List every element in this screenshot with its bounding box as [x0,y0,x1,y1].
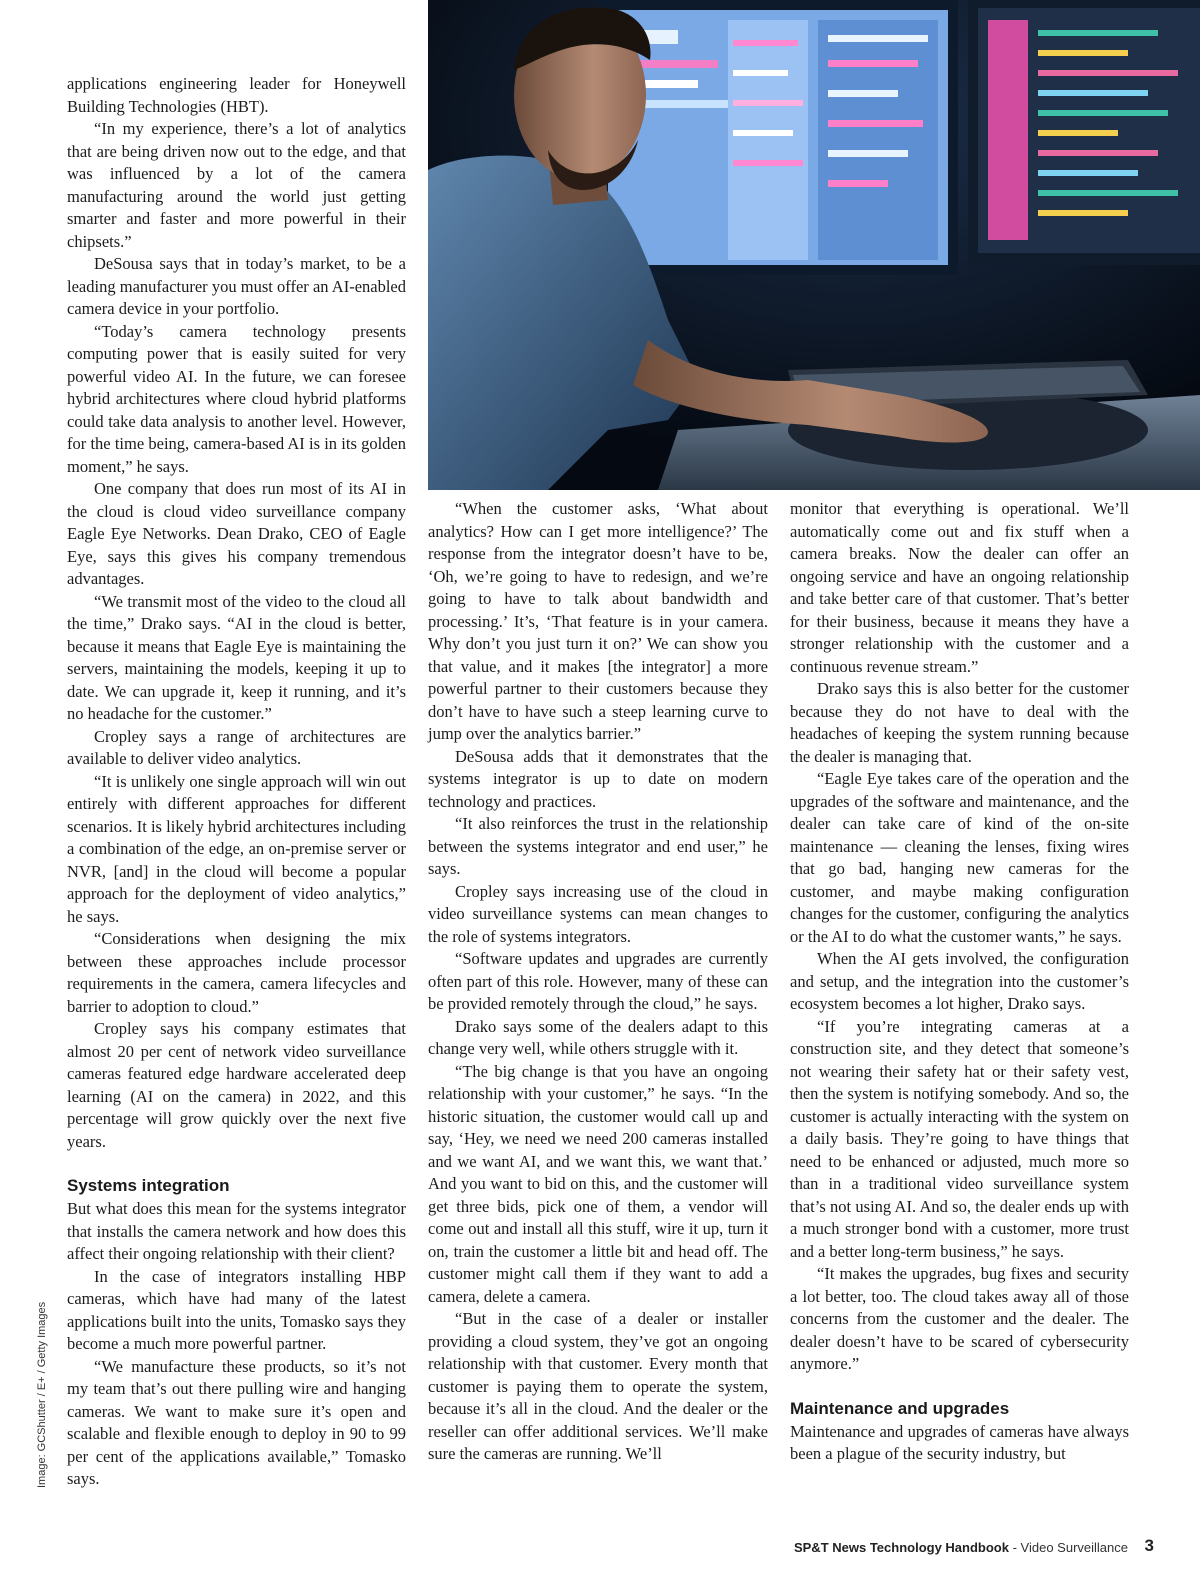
paragraph: “Today’s camera technology presents computing power that is easily suited for very powerful video AI. In the future, we can foresee hybrid architectures where cloud hybrid platforms could take data analysis to another level. However, for the time being, camera-based AI is in its golden moment,” he says. [67,321,406,476]
image-credit [36,1298,54,1488]
page-number: 3 [1144,1536,1154,1555]
image-credit-text: Image: GCShutter / E+ / Getty Images [36,1301,48,1488]
paragraph: “Software updates and upgrades are currently often part of this role. However, many of these can be provided remotely through the cloud,” he says. [428,949,768,1013]
paragraph: Cropley says a range of architectures are available to deliver video analytics. [67,726,406,768]
paragraph: “The big change is that you have an ongoing relationship with your customer,” he says. “In the historic situation, the customer would call up and say, ‘Hey, we need we need 200 cameras installed and we want AI, and we want this, we want that.’ And you want to bid on this, and the customer will get three bids, pick one of them, a vendor will come out and install all this stuff, wire it up, turn it on, train the customer a little bit and head off. The customer might call them if they want to add a camera, delete a camera. [428,1061,768,1306]
paragraph: In the case of integrators installing HBP cameras, which have had many of the latest applications built into the units, Tomasko says they become a much more powerful partner. [67,1266,406,1353]
paragraph: applications engineering leader for Honeywell Building Technologies (HBT). [67,74,406,116]
paragraph: monitor that everything is operational. We’ll automatically come out and fix stuff when a camera breaks. Now the dealer can offer an ongoing service and have an ongoing relationship and take better care of that customer. That’s better for their business, because it means they have a stronger relationship with the customer and a continuous revenue stream.” [790,499,1129,676]
paragraph: Maintenance and upgrades of cameras have always been a plague of the security industry, but [790,1421,1129,1463]
paragraph: DeSousa adds that it demonstrates that the systems integrator is up to date on modern technology and practices. [428,746,768,811]
footer-separator: - [1008,1540,1021,1555]
article-column-3 [790,498,1129,1466]
page-footer [793,1536,1154,1555]
paragraph: When the AI gets involved, the configuration and setup, and the integration into the customer’s ecosystem becomes a lot higher, Drako says. [790,949,1129,1013]
paragraph: Cropley says increasing use of the cloud in video surveillance systems can mean changes to the role of systems integrators. [428,881,768,946]
person-at-computer-photo [428,0,1200,490]
paragraph: “In my experience, there’s a lot of analytics that are being driven now out to the edge, and that was influenced by a lot of the camera manufacturing around the world just getting smarter and faster and more powerful in their chipsets.” [67,119,406,251]
paragraph: “When the customer asks, ‘What about analytics? How can I get more intelligence?’ The response from the integrator doesn’t have to be, ‘Oh, we’re going to have to redesign, and we’re going to have to talk about bandwidth and processing.’ It’s, ‘That feature is in your camera. Why don’t you just turn it on?’ We can show you that value, and it makes [the integrator] a more powerful partner to their customers because they don’t have to have such a steep learning curve to jump over the analytics barrier.” [428,499,768,743]
paragraph: One company that does run most of its AI in the cloud is cloud video surveillance company Eagle Eye Networks. Dean Drako, CEO of Eagle Eye, says this gives his company tremendous advantages. [67,479,406,588]
article-photo [428,0,1200,490]
paragraph: “It makes the upgrades, bug fixes and security a lot better, too. The cloud takes away all of those concerns from the customer and the dealer. The dealer doesn’t have to be scared of cybersecurity anymore.” [790,1264,1129,1373]
paragraph: “If you’re integrating cameras at a construction site, and they detect that someone’s not wearing their safety hat or their safety vest, then the system is notifying somebody. And so, the customer is actually interacting with the system on a daily basis. They’re going to have things that need to be enhanced or adjusted, much more so than in a traditional video surveillance system that’s not using AI. And so, the dealer ends up with a much stronger bond with a customer, more trust and a better long-term business,” he says. [790,1016,1129,1261]
paragraph: “Eagle Eye takes care of the operation and the upgrades of the software and maintenance, and the dealer can take care of kind of the on-site maintenance — cleaning the lenses, fixing wires that go bad, hanging new cameras for the customer, and maybe making configuration changes for the customer, configuring the analytics or the AI to do what the customer wants,” he says. [790,769,1129,946]
section-name: Video Surveillance [1020,1540,1128,1555]
article-column-1 [67,73,406,1491]
publication-name: SP&T News Technology Handbook [793,1540,1009,1555]
section-heading-systems-integration: Systems integration [67,1176,230,1195]
paragraph: “It is unlikely one single approach will win out entirely with different approaches for different scenarios. It is likely hybrid architectures including a combination of the edge, an on-premise server or NVR, [and] in the cloud will become a popular approach for the deployment of video analytics,” he says. [67,771,406,926]
paragraph: Drako says some of the dealers adapt to this change very well, while others struggle with it. [428,1016,768,1058]
paragraph: “We manufacture these products, so it’s not my team that’s out there pulling wire and hanging cameras. We want to make sure it’s open and scalable and flexible enough to deploy in 90 to 99 per cent of the applications available,” Tomasko says. [67,1356,406,1488]
paragraph: But what does this mean for the systems integrator that installs the camera network and how does this affect their ongoing relationship with their client? [67,1199,406,1263]
paragraph: “But in the case of a dealer or installer providing a cloud system, they’ve got an ongoing relationship with that customer. Every month that customer is paying them to operate the system, because it’s all in the cloud. And the dealer or the reseller can offer additional services. We’ll make sure the cameras are running. We’ll [428,1309,768,1463]
paragraph: DeSousa says that in today’s market, to be a leading manufacturer you must offer an AI-enabled camera device in your portfolio. [67,254,406,318]
article-column-2 [428,498,768,1466]
section-heading-maintenance-and-upgrades: Maintenance and upgrades [790,1398,1010,1418]
paragraph: “It also reinforces the trust in the relationship between the systems integrator and end user,” he says. [428,814,768,878]
paragraph: “Considerations when designing the mix between these approaches include processor requirements in the camera, camera lifecycles and barrier to adoption to cloud.” [67,929,406,1016]
paragraph: “We transmit most of the video to the cloud all the time,” Drako says. “AI in the cloud is better, because it means that Eagle Eye is maintaining the servers, maintaining the models, keeping it up to date. We can upgrade it, keep it running, and it’s no headache for the customer.” [67,591,406,723]
paragraph: Cropley says his company estimates that almost 20 per cent of network video surveillance cameras featured edge hardware accelerated deep learning (AI on the camera) in 2022, and this percentage will grow quickly over the next five years. [67,1019,406,1151]
paragraph: Drako says this is also better for the customer because they do not have to deal with the headaches of keeping the system running because the dealer is managing that. [790,679,1129,766]
